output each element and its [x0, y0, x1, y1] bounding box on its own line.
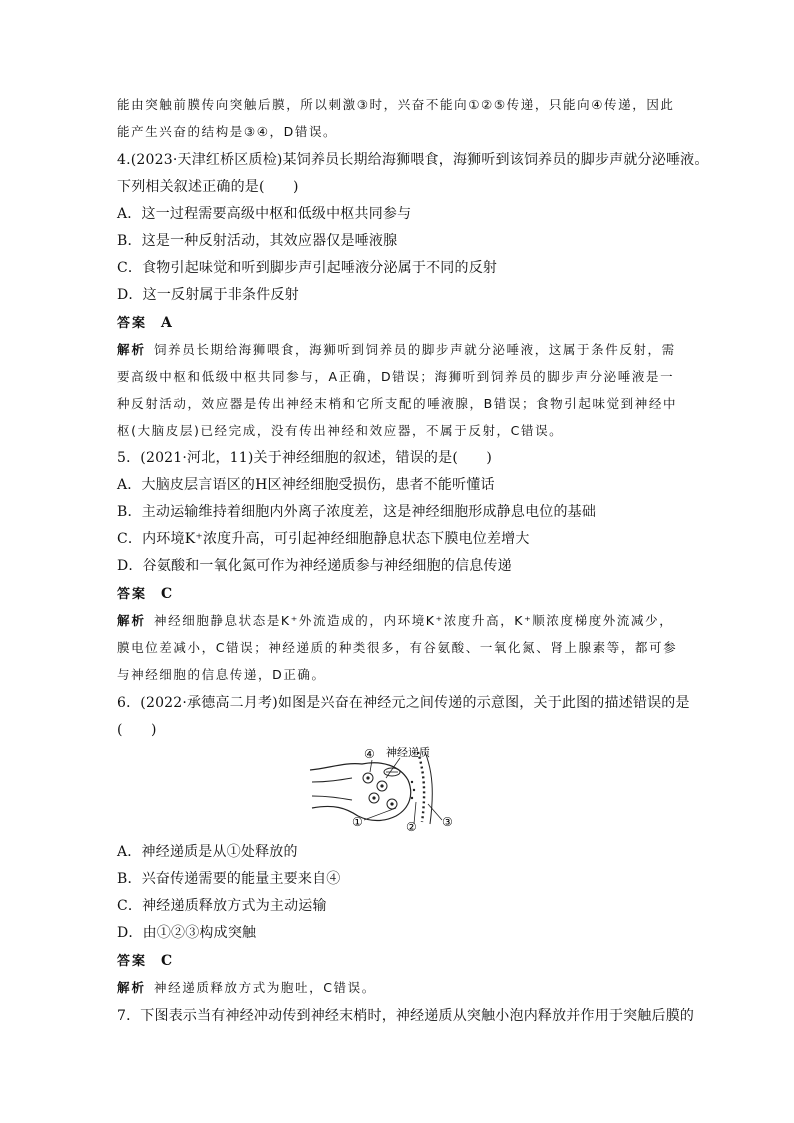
- vesicle-core: [390, 802, 393, 805]
- answer-value: C: [161, 586, 173, 602]
- vesicle-core: [366, 776, 369, 779]
- q4-stem-line-1: 4.(2023·天津红桥区质检)某饲养员长期给海狮喂食，海狮听到该饲养员的脚步声就分泌唾液。: [117, 152, 709, 168]
- q4-option-b: B．这是一种反射活动，其效应器仅是唾液腺: [117, 233, 398, 249]
- axon-line: [312, 778, 352, 782]
- explanation-label: 解析: [117, 613, 147, 628]
- q5-answer: [117, 584, 682, 605]
- postsynaptic-cell-edge: [425, 752, 432, 824]
- transmitter-dot: [413, 789, 415, 791]
- q6-option-a: A．神经递质是从①处释放的: [117, 844, 298, 860]
- transmitter-dot: [411, 781, 413, 783]
- q6-option-d: D．由①②③构成突触: [117, 925, 257, 941]
- vesicle-core: [380, 784, 383, 787]
- marker-1: ①: [352, 815, 363, 829]
- q4-explanation-line-2: 要高级中枢和低级中枢共同参与，A正确，D错误；海狮听到饲养员的脚步声分泌唾液是一: [117, 369, 675, 384]
- q6-explanation-line-1: [117, 978, 682, 998]
- intro-line-2: 能产生兴奋的结构是③④，D错误。: [117, 124, 338, 139]
- q6-option-b: B．兴奋传递需要的能量主要来自④: [117, 871, 341, 887]
- q5-explanation-line-2: 膜电位差减小，C错误；神经递质的种类很多，有谷氨酸、一氧化氮、肾上腺素等，都可参: [117, 640, 678, 655]
- answer-value: C: [161, 953, 173, 969]
- answer-value: A: [161, 315, 172, 331]
- marker-2: ②: [406, 820, 417, 832]
- q4-option-a: A．这一过程需要高级中枢和低级中枢共同参与: [117, 206, 412, 222]
- q5-explanation-line-3: 与神经细胞的信息传递，D正确。: [117, 667, 326, 682]
- presynaptic-membrane: [310, 763, 411, 821]
- q6-answer: [117, 951, 682, 972]
- q4-explanation-line-4: 枢(大脑皮层)已经完成，没有传出神经和效应器，不属于反射，C错误。: [117, 423, 564, 438]
- leader-line-4: [370, 760, 372, 772]
- explanation-text: 神经细胞静息状态是K⁺外流造成的，内环境K⁺浓度升高，K⁺顺浓度梯度外流减少，: [154, 613, 674, 628]
- answer-label: 答案: [117, 587, 148, 602]
- q4-option-c: C．食物引起味觉和听到脚步声引起唾液分泌属于不同的反射: [117, 260, 498, 276]
- explanation-text: 神经递质释放方式为胞吐，C错误。: [154, 980, 376, 995]
- intro-line-1: 能由突触前膜传向突触后膜，所以刺激③时，兴奋不能向①②⑤传递，只能向④传递，因此: [117, 97, 675, 112]
- vesicle-core: [372, 796, 375, 799]
- transmitter-dot: [411, 797, 413, 799]
- explanation-label: 解析: [117, 980, 147, 995]
- q5-explanation-line-1: [117, 611, 682, 631]
- label-neurotransmitter: 神经递质: [386, 746, 430, 759]
- leader-line-3: [428, 804, 442, 820]
- synapse-diagram: [300, 742, 470, 832]
- q5-option-b: B．主动运输维持着细胞内外离子浓度差，这是神经细胞形成静息电位的基础: [117, 504, 597, 520]
- q5-option-c: C．内环境K⁺浓度升高，可引起神经细胞静息状态下膜电位差增大: [117, 531, 530, 547]
- q6-stem-line-2: ( ): [117, 722, 157, 738]
- answer-label: 答案: [117, 954, 148, 969]
- q4-option-d: D．这一反射属于非条件反射: [117, 287, 299, 303]
- explanation-text: 饲养员长期给海狮喂食，海狮听到饲养员的脚步声就分泌唾液，这属于条件反射，需: [154, 342, 676, 357]
- answer-label: 答案: [117, 316, 148, 331]
- q6-option-c: C．神经递质释放方式为主动运输: [117, 898, 327, 914]
- marker-3: ③: [442, 815, 453, 829]
- q6-stem-line-1: 6．(2022·承德高二月考)如图是兴奋在神经元之间传递的示意图，关于此图的描述错误的是: [117, 695, 690, 711]
- q5-option-a: A．大脑皮层言语区的H区神经细胞受损伤，患者不能听懂话: [117, 477, 495, 493]
- q7-stem-line-1: 7．下图表示当有神经冲动传到神经末梢时，神经递质从突触小泡内释放并作用于突触后膜的: [117, 1008, 695, 1024]
- q4-answer: [117, 313, 682, 334]
- postsynaptic-membrane: [418, 752, 424, 822]
- explanation-label: 解析: [117, 342, 147, 357]
- marker-4: ④: [364, 747, 375, 761]
- q4-explanation-line-1: [117, 340, 682, 360]
- q5-option-d: D．谷氨酸和一氧化氮可作为神经递质参与神经细胞的信息传递: [117, 558, 512, 574]
- synapse-diagram-svg: [300, 742, 470, 832]
- q4-stem-line-2: 下列相关叙述正确的是( ): [117, 179, 299, 195]
- q4-explanation-line-3: 种反射活动，效应器是传出神经末梢和它所支配的唾液腺，B错误；食物引起味觉到神经中: [117, 396, 678, 411]
- axon-line: [312, 796, 352, 800]
- q5-stem-line-1: 5．(2021·河北，11)关于神经细胞的叙述，错误的是( ): [117, 450, 493, 466]
